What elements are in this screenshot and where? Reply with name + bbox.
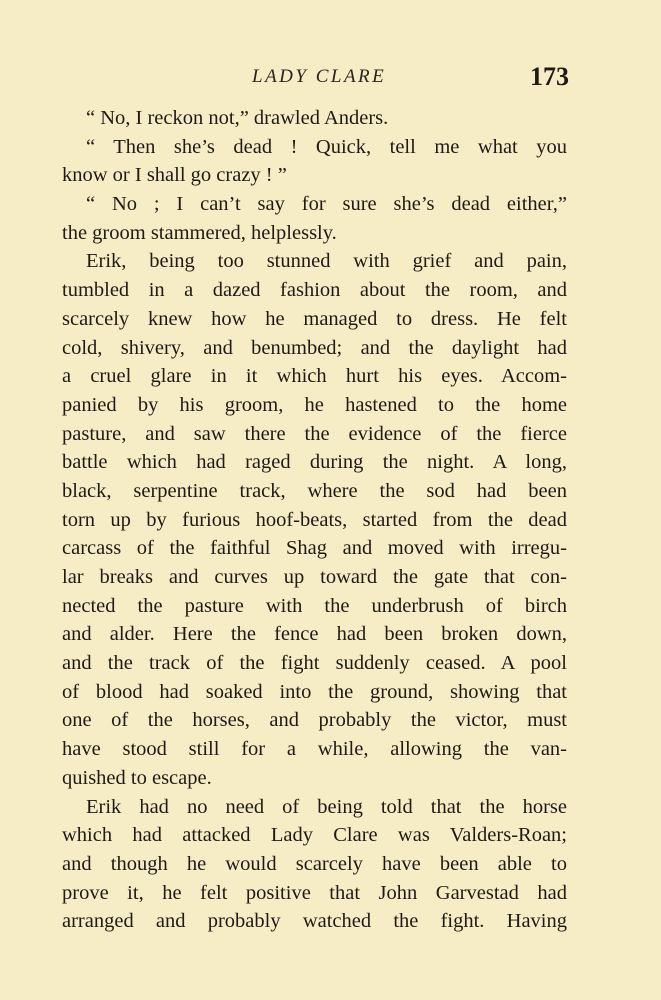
body-text xyxy=(62,104,567,936)
text-line: tumbled in a dazed fashion about the room, and xyxy=(62,279,567,302)
text-line: of blood had soaked into the ground, showing that xyxy=(62,680,567,703)
text-line: torn up by furious hoof-beats, started from the dead xyxy=(62,508,567,531)
text-line: know or I shall go crazy ! ” xyxy=(62,164,287,187)
text-line: prove it, he felt positive that John Garvestad had xyxy=(62,881,567,904)
text-line: “ No ; I can’t say for sure she’s dead either,” xyxy=(86,193,567,216)
text-line: pasture, and saw there the evidence of the fierce xyxy=(62,422,567,445)
text-line: arranged and probably watched the fight. Having xyxy=(62,910,567,933)
text-line: a cruel glare in it which hurt his eyes. Accom- xyxy=(62,365,567,388)
text-line: carcass of the faithful Shag and moved with irregu- xyxy=(62,537,567,560)
text-line: which had attacked Lady Clare was Valders-Roan; xyxy=(62,824,567,847)
page-number: 173 xyxy=(530,62,569,91)
running-title: LADY CLARE xyxy=(252,66,387,87)
text-line: “ Then she’s dead ! Quick, tell me what you xyxy=(86,135,567,158)
text-line: battle which had raged during the night. A long, xyxy=(62,451,567,474)
text-line: nected the pasture with the underbrush of birch xyxy=(62,594,567,617)
text-line: quished to escape. xyxy=(62,766,212,789)
text-line: cold, shivery, and benumbed; and the daylight had xyxy=(62,336,567,359)
text-line: lar breaks and curves up toward the gate that con- xyxy=(62,566,567,588)
text-line: the groom stammered, helplessly. xyxy=(62,221,337,244)
text-line: scarcely knew how he managed to dress. He felt xyxy=(62,307,567,330)
text-line: and the track of the fight suddenly ceased. A pool xyxy=(62,652,567,675)
text-line: “ No, I reckon not,” drawled Anders. xyxy=(86,107,389,129)
text-line: panied by his groom, he hastened to the home xyxy=(62,393,567,416)
text-line: have stood still for a while, allowing the van- xyxy=(62,738,567,761)
text-line: Erik, being too stunned with grief and pain, xyxy=(86,250,567,273)
text-line: black, serpentine track, where the sod had been xyxy=(62,479,567,502)
text-line: Erik had no need of being told that the horse xyxy=(86,795,567,818)
text-line: and alder. Here the fence had been broken down, xyxy=(62,623,567,646)
running-header xyxy=(0,64,661,94)
text-line: one of the horses, and probably the victor, must xyxy=(62,709,567,732)
text-line: and though he would scarcely have been able to xyxy=(62,852,567,875)
